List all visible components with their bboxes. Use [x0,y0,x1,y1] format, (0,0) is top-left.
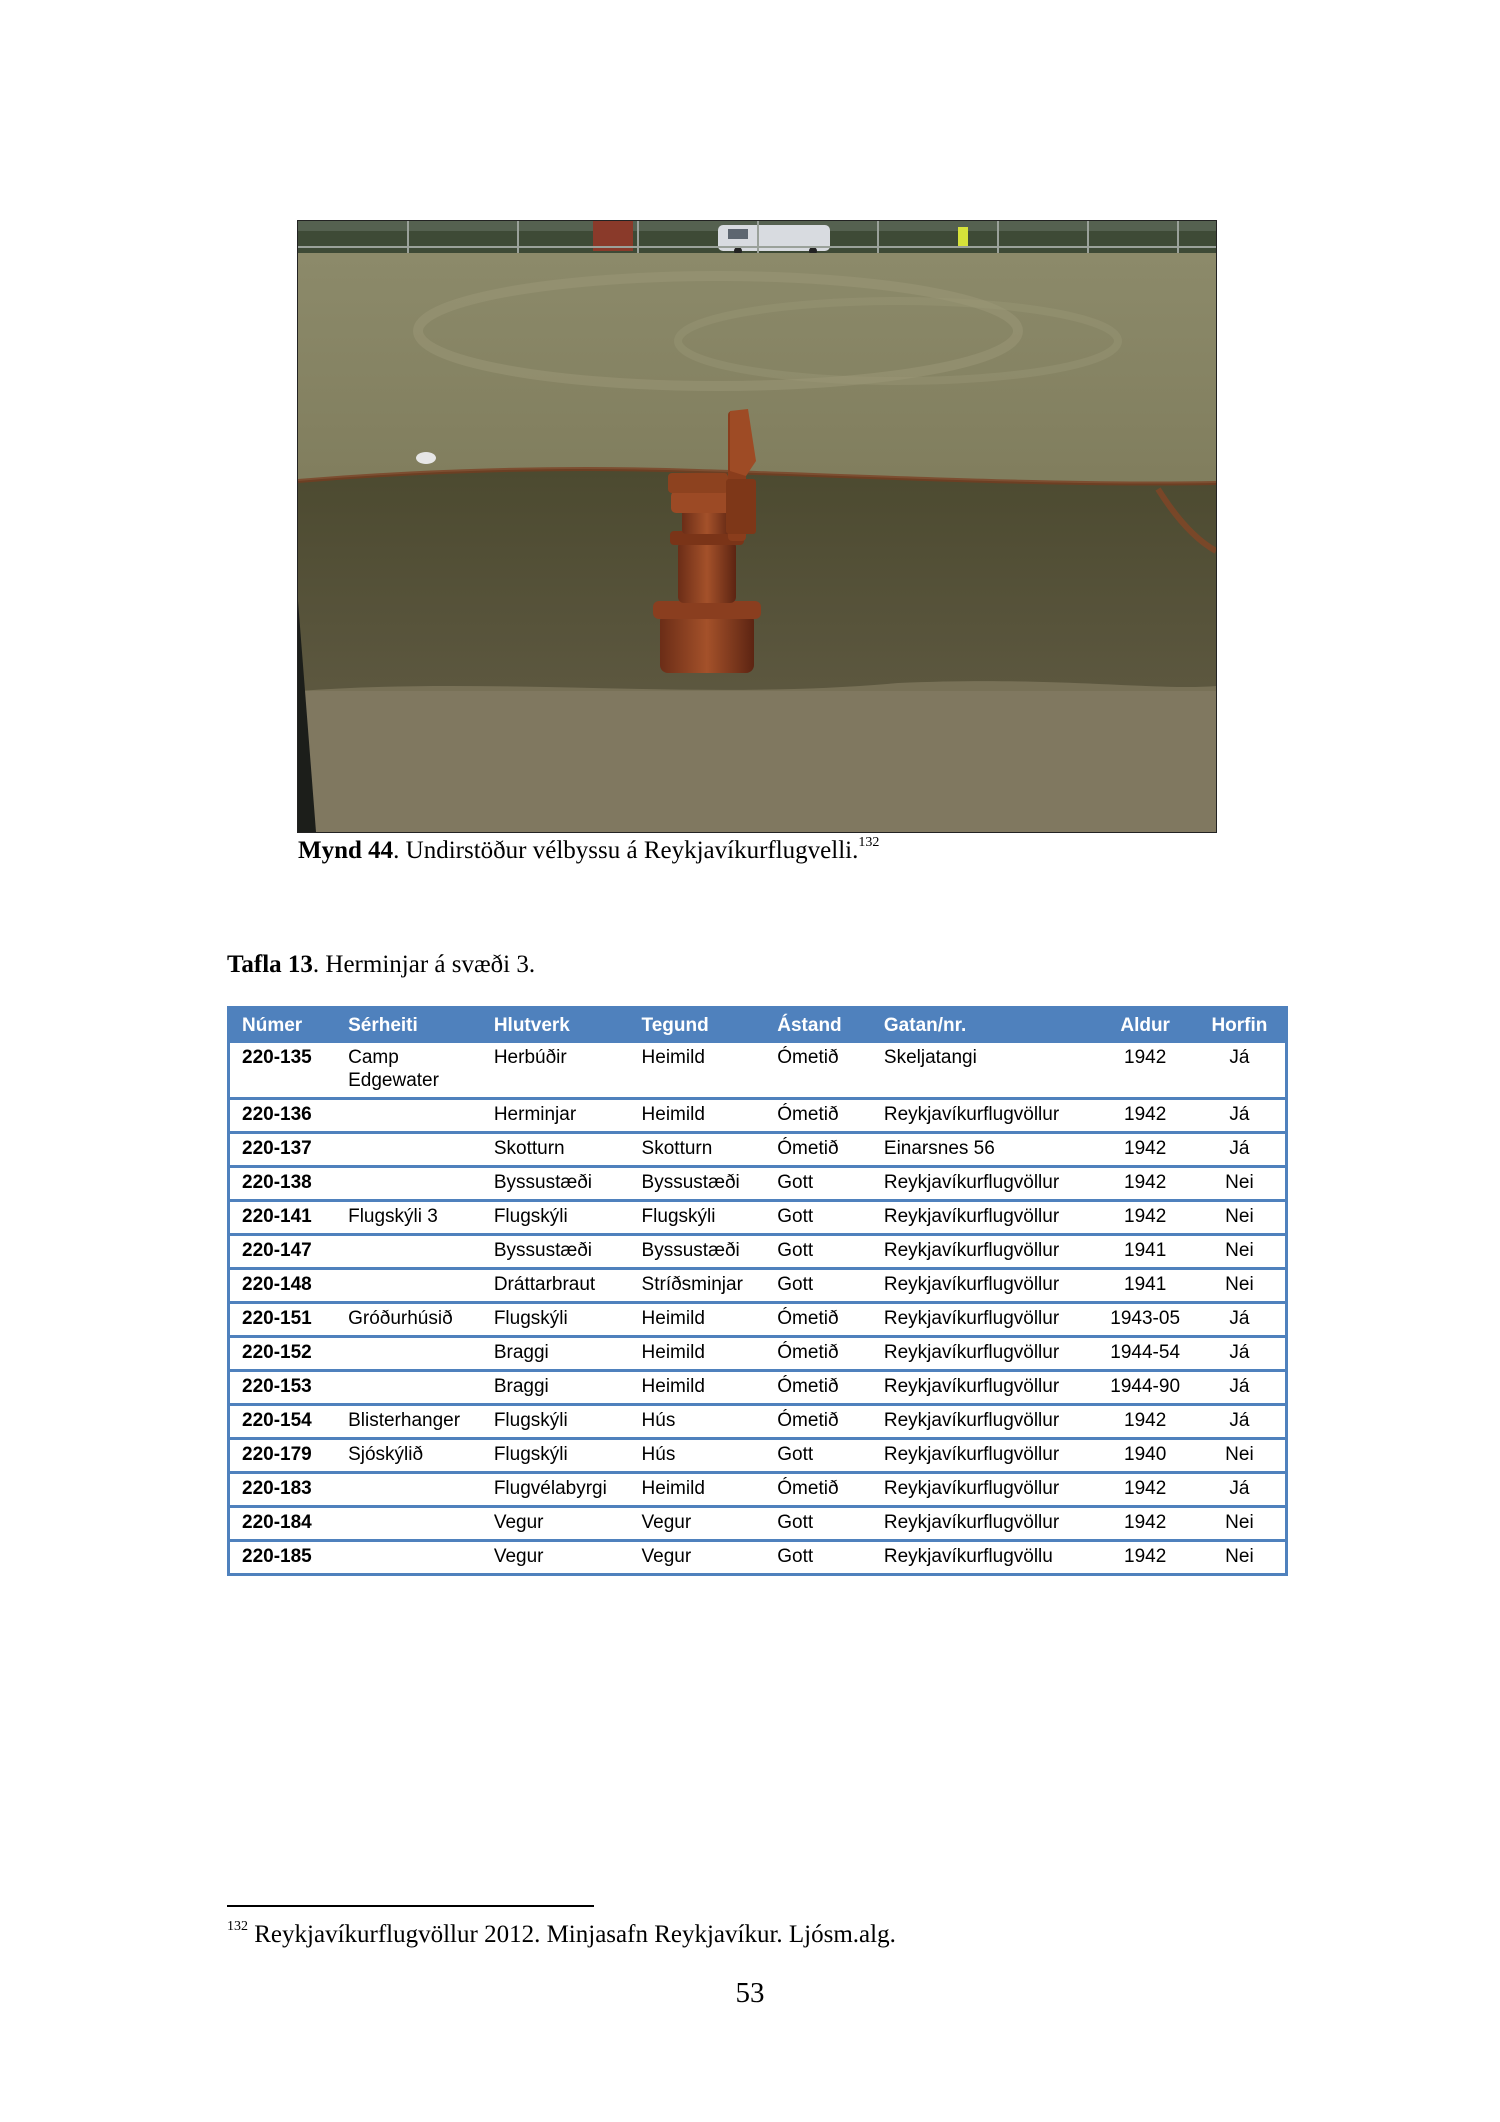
cell-aldur: 1944-54 [1096,1337,1193,1371]
cell-hlutverk: Flugskýli [482,1201,630,1235]
cell-tegund: Vegur [630,1507,766,1541]
table-body [229,1043,1287,1575]
table-row [229,1269,1287,1303]
cell-numer: 220-141 [229,1201,337,1235]
cell-gatan: Reykjavíkurflugvöllur [872,1507,1097,1541]
cell-tegund: Byssustæði [630,1235,766,1269]
figure-footnote-ref: 132 [858,835,880,850]
cell-hlutverk: Skotturn [482,1133,630,1167]
table-caption-text: . Herminjar á svæði 3. [312,951,536,978]
cell-aldur: 1942 [1096,1167,1193,1201]
footnote [227,1920,896,1950]
cell-serheiti [336,1473,482,1507]
cell-gatan: Reykjavíkurflugvöllu [883,1546,1053,1567]
cell-horfin: Já [1194,1303,1287,1337]
cell-hlutverk: Vegur [493,1546,544,1567]
cell-aldur: 1941 [1096,1235,1193,1269]
cell-aldur: 1942 [1096,1133,1193,1167]
cell-aldur: 1940 [1096,1439,1193,1473]
cell-hlutverk: Byssustæði [482,1167,630,1201]
cell-aldur: 1942 [1096,1043,1193,1099]
cell-tegund: Heimild [630,1473,766,1507]
cell-hlutverk: Flugskýli [482,1439,630,1473]
cell-numer: 220-148 [229,1269,337,1303]
cell-tegund: Heimild [630,1337,766,1371]
table-row [229,1541,1287,1575]
photo-illustration [298,221,1216,832]
table-header-row [229,1008,1287,1044]
cell-serheiti: Sjóskýlið [336,1439,482,1473]
figure-label: Mynd 44 [298,837,394,864]
cell-horfin: Nei [1194,1167,1287,1201]
cell-hlutverk: Herminjar [482,1099,630,1133]
cell-hlutverk: Byssustæði [482,1235,630,1269]
photo-machine-gun-mount [297,220,1217,833]
cell-aldur: 1942 [1096,1201,1193,1235]
table-row [229,1473,1287,1507]
cell-numer: 220-147 [229,1235,337,1269]
cell-tegund: Flugskýli [630,1201,766,1235]
cell-gatan: Reykjavíkurflugvöllur [872,1473,1097,1507]
cell-horfin: Nei [1225,1546,1254,1567]
cell-astand: Ómetið [765,1133,872,1167]
cell-astand: Gott [777,1546,814,1567]
footnote-number: 132 [227,1919,248,1934]
table-row [229,1201,1287,1235]
col-header-hlutverk: Hlutverk [482,1008,630,1044]
cell-gatan: Reykjavíkurflugvöllur [872,1235,1097,1269]
cell-tegund: Heimild [630,1371,766,1405]
cell-numer: 220-184 [229,1507,337,1541]
cell-aldur: 1941 [1096,1269,1193,1303]
cell-hlutverk: Flugskýli [482,1303,630,1337]
cell-serheiti [336,1371,482,1405]
cell-numer: 220-154 [229,1405,337,1439]
cell-aldur: 1942 [1096,1507,1193,1541]
col-header-astand: Ástand [765,1008,872,1044]
heritage-table [227,1006,1288,1576]
cell-tegund: Stríðsminjar [630,1269,766,1303]
cell-gatan: Reykjavíkurflugvöllur [872,1099,1097,1133]
cell-horfin: Nei [1194,1235,1287,1269]
cell-serheiti [336,1269,482,1303]
cell-tegund: Heimild [630,1043,766,1099]
cell-hlutverk: Flugvélabyrgi [482,1473,630,1507]
cell-gatan: Reykjavíkurflugvöllur [872,1405,1097,1439]
cell-serheiti [336,1099,482,1133]
cell-numer: 220-152 [229,1337,337,1371]
table-row [229,1167,1287,1201]
cell-hlutverk: Flugskýli [482,1405,630,1439]
cell-gatan: Reykjavíkurflugvöllur [872,1269,1097,1303]
figure-text: . Undirstöður vélbyssu á Reykjavíkurflugvelli. [393,837,859,864]
cell-gatan: Reykjavíkurflugvöllur [872,1167,1097,1201]
table-row [229,1303,1287,1337]
cell-serheiti [336,1133,482,1167]
cell-tegund: Vegur [641,1546,692,1567]
table-row [229,1439,1287,1473]
cell-tegund: Hús [630,1439,766,1473]
cell-horfin: Nei [1194,1201,1287,1235]
cell-aldur: 1942 [1124,1546,1167,1567]
cell-tegund: Hús [630,1405,766,1439]
cell-astand: Gott [765,1235,872,1269]
cell-gatan: Reykjavíkurflugvöllur [872,1439,1097,1473]
cell-astand: Gott [765,1269,872,1303]
cell-serheiti [336,1235,482,1269]
cell-serheiti: Gróðurhúsið [336,1303,482,1337]
cell-serheiti: Camp Edgewater [336,1043,482,1099]
footnote-text: Reykjavíkurflugvöllur 2012. Minjasafn Reykjavíkur. Ljósm.alg. [248,1921,896,1948]
table-row [229,1133,1287,1167]
cell-aldur: 1942 [1096,1099,1193,1133]
cell-serheiti [336,1337,482,1371]
cell-gatan: Reykjavíkurflugvöllur [872,1337,1097,1371]
cell-astand: Gott [765,1439,872,1473]
col-header-aldur: Aldur [1096,1008,1193,1044]
cell-numer: 220-153 [229,1371,337,1405]
cell-tegund: Heimild [630,1099,766,1133]
table-row [229,1371,1287,1405]
cell-tegund: Heimild [630,1303,766,1337]
cell-gatan: Einarsnes 56 [872,1133,1097,1167]
cell-horfin: Já [1194,1405,1287,1439]
cell-gatan: Reykjavíkurflugvöllur [872,1303,1097,1337]
cell-numer: 220-137 [229,1133,337,1167]
table-row [229,1337,1287,1371]
cell-astand: Ómetið [765,1337,872,1371]
cell-astand: Ómetið [765,1405,872,1439]
cell-gatan: Reykjavíkurflugvöllur [872,1201,1097,1235]
cell-horfin: Já [1194,1473,1287,1507]
cell-numer: 220-183 [229,1473,337,1507]
cell-astand: Ómetið [765,1303,872,1337]
cell-gatan: Skeljatangi [872,1043,1097,1099]
cell-hlutverk: Braggi [482,1371,630,1405]
footnote-divider [227,1905,594,1907]
cell-horfin: Nei [1194,1269,1287,1303]
col-header-tegund: Tegund [630,1008,766,1044]
cell-numer: 220-151 [229,1303,337,1337]
cell-serheiti: Blisterhanger [336,1405,482,1439]
cell-aldur: 1944-90 [1096,1371,1193,1405]
figure-caption [298,836,879,866]
cell-aldur: 1943-05 [1096,1303,1193,1337]
cell-numer: 220-179 [229,1439,337,1473]
cell-horfin: Nei [1194,1507,1287,1541]
cell-astand: Ómetið [765,1371,872,1405]
col-header-gatan: Gatan/nr. [872,1008,1097,1044]
cell-horfin: Já [1194,1099,1287,1133]
cell-horfin: Nei [1194,1439,1287,1473]
cell-astand: Gott [765,1167,872,1201]
table-row [229,1099,1287,1133]
cell-astand: Gott [765,1507,872,1541]
cell-serheiti [336,1507,482,1541]
cell-numer: 220-135 [229,1043,337,1099]
cell-horfin: Já [1194,1371,1287,1405]
cell-aldur: 1942 [1096,1473,1193,1507]
col-header-horfin: Horfin [1194,1008,1287,1044]
cell-astand: Ómetið [765,1099,872,1133]
col-header-numer: Númer [229,1008,337,1044]
cell-astand: Gott [765,1201,872,1235]
cell-gatan: Reykjavíkurflugvöllur [872,1371,1097,1405]
cell-astand: Ómetið [765,1043,872,1099]
cell-horfin: Já [1194,1337,1287,1371]
table-row [229,1405,1287,1439]
col-header-serheiti: Sérheiti [336,1008,482,1044]
cell-hlutverk: Dráttarbraut [482,1269,630,1303]
table-row [229,1043,1287,1099]
cell-tegund: Byssustæði [630,1167,766,1201]
cell-astand: Ómetið [765,1473,872,1507]
cell-hlutverk: Vegur [482,1507,630,1541]
cell-numer: 220-136 [229,1099,337,1133]
cell-serheiti [336,1541,482,1575]
cell-numer: 220-185 [242,1546,312,1567]
page-number: 53 [735,1977,765,2009]
table-row [229,1235,1287,1269]
cell-horfin: Já [1194,1133,1287,1167]
cell-horfin: Já [1194,1043,1287,1099]
cell-serheiti [336,1167,482,1201]
cell-hlutverk: Braggi [482,1337,630,1371]
cell-tegund: Skotturn [630,1133,766,1167]
cell-hlutverk: Herbúðir [482,1043,630,1099]
table-label: Tafla 13 [227,951,313,978]
cell-serheiti: Flugskýli 3 [336,1201,482,1235]
table-caption [227,950,535,980]
cell-numer: 220-138 [229,1167,337,1201]
cell-aldur: 1942 [1096,1405,1193,1439]
table-row [229,1507,1287,1541]
